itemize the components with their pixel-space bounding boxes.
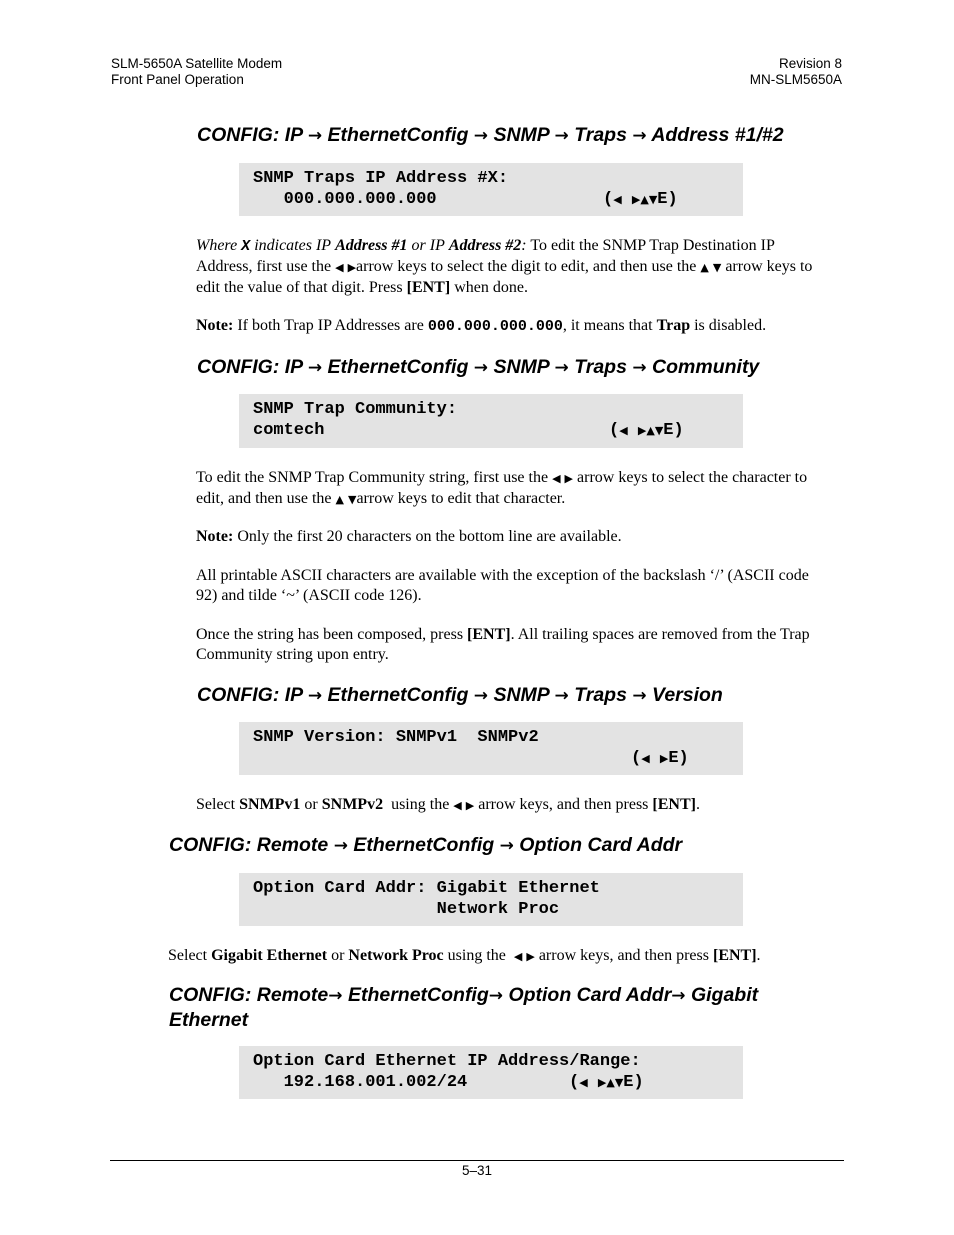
arrow-icon: → — [632, 126, 647, 146]
paragraph-community-edit: To edit the SNMP Trap Community string, first use the ◀ ▶ arrow keys to select the character to edit, and then use the ▲ ▼arrow keys to edit that character. — [196, 468, 826, 510]
arrow-icon: → — [473, 126, 489, 146]
lcd-keys-hint: (◀ ▶▲▼E) — [603, 190, 678, 209]
right-triangle-icon: ▶ — [465, 799, 475, 812]
lcd-display-community — [239, 394, 743, 448]
right-triangle-icon: ▶ — [597, 1076, 607, 1089]
paragraph-version-select: Select SNMPv1 or SNMPv2 using the ◀ ▶ arrow keys, and then press [ENT]. — [196, 795, 836, 816]
arrow-icon: → — [307, 126, 323, 146]
arrow-icon: → — [488, 986, 504, 1006]
down-triangle-icon: ▼ — [347, 493, 357, 506]
lcd-display-gigabit-ip — [239, 1046, 743, 1099]
right-triangle-icon: ▶ — [659, 752, 669, 765]
note-20-characters: Note: Only the first 20 characters on the bottom line are available. — [196, 528, 622, 545]
page-number: 5–31 — [461, 1163, 493, 1178]
lcd-line-1: Option Card Addr: Gigabit Ethernet — [253, 879, 600, 898]
lcd-keys-hint: (◀ ▶▲▼E) — [609, 421, 684, 440]
right-triangle-icon: ▶ — [637, 424, 647, 437]
lcd-line-2: comtech — [253, 421, 325, 440]
section-heading-trap-address — [197, 123, 784, 148]
section-heading-community: CONFIG: IP → EthernetConfig → SNMP → Traps → Community — [197, 356, 760, 378]
left-triangle-icon: ◀ — [613, 193, 622, 206]
lcd-line-1: SNMP Trap Community: — [253, 400, 458, 419]
lcd-keys-hint: (◀ ▶▲▼E) — [569, 1073, 644, 1092]
down-triangle-icon: ▼ — [654, 424, 664, 437]
heading-part: CONFIG: IP — [197, 124, 303, 146]
heading-part: EthernetConfig — [327, 124, 469, 146]
lcd-display-trap-address — [239, 163, 743, 216]
arrow-icon: → — [333, 836, 348, 856]
down-triangle-icon: ▼ — [614, 1076, 624, 1089]
arrow-icon: → — [499, 836, 514, 856]
doc-title: SLM-5650A Satellite Modem — [111, 56, 283, 71]
left-triangle-icon: ◀ — [513, 950, 523, 963]
paragraph-compose: Once the string has been composed, press [ENT]. All trailing spaces are removed from the Trap Community string upon entry. — [196, 626, 810, 663]
section-heading-option-card-addr: CONFIG: Remote → EthernetConfig → Option Card Addr — [169, 834, 683, 856]
right-triangle-icon: ▶ — [631, 193, 641, 206]
header-right — [750, 56, 842, 88]
right-triangle-icon: ▶ — [564, 472, 574, 485]
lcd-display-option-card — [239, 873, 743, 926]
section-heading-version: CONFIG: IP → EthernetConfig → SNMP → Traps → Version — [197, 684, 723, 706]
left-triangle-icon: ◀ — [619, 424, 628, 437]
lcd-line-1: Option Card Ethernet IP Address/Range: — [253, 1052, 641, 1071]
left-triangle-icon: ◀ — [579, 1076, 588, 1089]
note-trap-disabled: Note: If both Trap IP Addresses are 000.000.000.000, it means that Trap is disabled. — [196, 317, 767, 335]
arrow-icon: → — [554, 126, 569, 146]
arrow-icon: → — [554, 358, 569, 378]
left-triangle-icon: ◀ — [641, 752, 650, 765]
lcd-line-1: SNMP Version: SNMPv1 SNMPv2 — [253, 728, 539, 747]
arrow-icon: → — [307, 358, 323, 378]
paragraph-ascii: All printable ASCII characters are available with the exception of the backslash ‘/’ (ASCII code 92) and tilde ‘~’ (ASCII code 126). — [196, 567, 809, 604]
up-triangle-icon: ▲ — [646, 424, 655, 437]
footer-rule — [110, 1160, 844, 1161]
lcd-line-2: 192.168.001.002/24 — [253, 1073, 468, 1092]
revision: Revision 8 — [778, 56, 842, 71]
section-heading-gigabit-ethernet: CONFIG: Remote→ EthernetConfig→ Option Card Addr→ Gigabit Ethernet — [169, 984, 759, 1031]
heading-part: Traps — [574, 124, 627, 146]
var-x: X — [241, 238, 251, 255]
chapter-title: Front Panel Operation — [111, 72, 244, 87]
heading-part: SNMP — [493, 124, 550, 146]
right-triangle-icon: ▶ — [347, 261, 357, 274]
arrow-icon: → — [473, 358, 489, 378]
left-triangle-icon: ◀ — [552, 472, 561, 485]
left-triangle-icon: ◀ — [453, 799, 462, 812]
right-triangle-icon: ▶ — [526, 950, 535, 963]
arrow-icon: → — [473, 686, 489, 706]
lcd-line-1: SNMP Traps IP Address #X: — [253, 169, 509, 188]
down-triangle-icon: ▼ — [712, 261, 722, 274]
arrow-icon: → — [307, 686, 323, 706]
header-left — [111, 56, 282, 88]
down-triangle-icon: ▼ — [648, 193, 658, 206]
heading-part: Address #1/#2 — [651, 124, 784, 146]
up-triangle-icon: ▲ — [700, 261, 709, 274]
arrow-icon: → — [554, 686, 569, 706]
lcd-keys-hint: (◀ ▶E) — [631, 749, 689, 768]
up-triangle-icon: ▲ — [606, 1076, 615, 1089]
left-triangle-icon: ◀ — [335, 261, 344, 274]
arrow-icon: → — [632, 358, 647, 378]
paragraph-trap-address: Where X indicates IP Address #1 or IP Address #2: To edit the SNMP Trap Destination IP Address, first use the ◀ ▶arrow keys to select the digit to edit, and then use the ▲ ▼ arrow keys to edit the value of that digit. Press [ENT] when done. — [196, 237, 813, 296]
manual-number: MN-SLM5650A — [749, 72, 842, 87]
paragraph-option-card-select: Select Gigabit Ethernet or Network Proc using the ◀ ▶ arrow keys, and then press [ENT]. — [168, 946, 848, 967]
arrow-icon: → — [328, 986, 343, 1006]
up-triangle-icon: ▲ — [640, 193, 649, 206]
arrow-icon: → — [632, 686, 647, 706]
lcd-line-2: 000.000.000.000 — [253, 190, 437, 209]
lcd-line-2: Network Proc — [253, 900, 560, 919]
lcd-display-version — [239, 722, 743, 775]
arrow-icon: → — [671, 986, 686, 1006]
up-triangle-icon: ▲ — [335, 493, 344, 506]
